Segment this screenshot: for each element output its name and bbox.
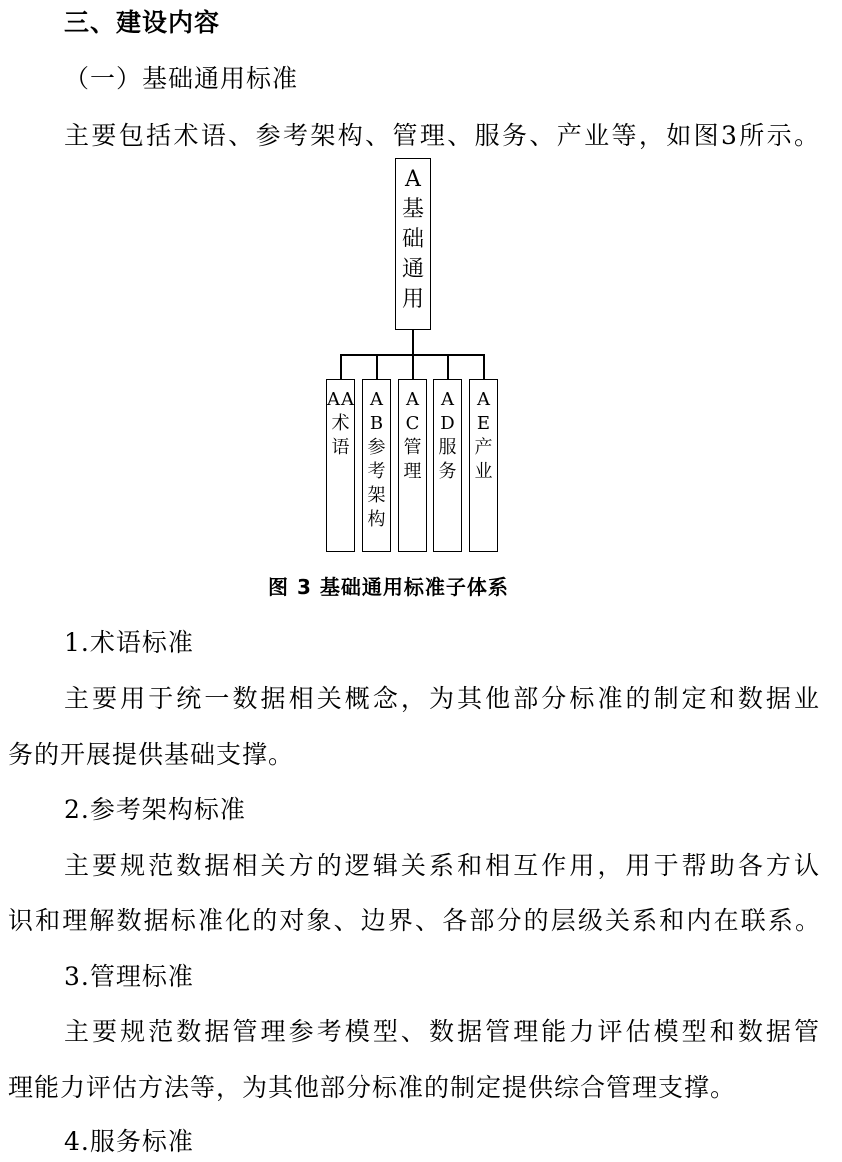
connector-root-down [412, 330, 414, 354]
paragraph-line: 主要规范数据相关方的逻辑关系和相互作用，用于帮助各方认 [64, 851, 820, 880]
root-label-char: 础 [401, 227, 424, 252]
root-node-a [395, 158, 431, 330]
child-letter: A [341, 389, 354, 410]
paragraph-line: 务的开展提供基础支撑。 [8, 740, 295, 769]
child-label-char: 服 [438, 437, 457, 458]
paragraph-line: 主要规范数据管理参考模型、数据管理能力评估模型和数据管 [64, 1017, 820, 1046]
item-heading: 3.管理标准 [64, 962, 194, 991]
child-node-ad [433, 379, 462, 552]
paragraph-line: 识和理解数据标准化的对象、边界、各部分的层级关系和内在联系。 [8, 906, 820, 935]
child-label-char: 管 [403, 437, 422, 458]
child-letter: E [476, 413, 491, 434]
child-label-char: 构 [367, 509, 386, 530]
child-label-char: 业 [474, 461, 493, 482]
paragraph-line: 理能力评估方法等，为其他部分标准的制定提供综合管理支撑。 [8, 1073, 737, 1102]
root-code: A [405, 167, 421, 192]
subsection-heading: （一）基础通用标准 [64, 64, 299, 93]
child-label-char: 务 [438, 461, 457, 482]
child-label-char: 语 [331, 437, 350, 458]
child-letter: A [327, 389, 340, 410]
figure-caption: 图 3 基础通用标准子体系 [268, 575, 509, 599]
child-letter: A [441, 389, 454, 410]
child-label-char: 理 [403, 461, 422, 482]
connector-child-aa [340, 354, 342, 379]
connector-child-ad [447, 354, 449, 379]
child-node-ab [362, 379, 391, 552]
child-label-char: 产 [474, 437, 493, 458]
connector-child-ae [483, 354, 485, 379]
child-letter: C [405, 413, 420, 434]
connector-child-ac [412, 354, 414, 379]
child-label-char: 术 [331, 413, 350, 434]
child-label-char: 架 [367, 485, 386, 506]
child-node-ae [469, 379, 498, 552]
intro-paragraph: 主要包括术语、参考架构、管理、服务、产业等，如图3所示。 [64, 121, 820, 150]
child-letter: D [440, 413, 455, 434]
item-heading: 2.参考架构标准 [64, 795, 246, 824]
child-node-ac [398, 379, 427, 552]
child-node-aa [326, 379, 355, 552]
root-label-char: 通 [401, 257, 424, 282]
connector-child-ab [376, 354, 378, 379]
section-heading: 三、建设内容 [64, 8, 221, 37]
item-heading: 4.服务标准 [64, 1127, 194, 1156]
child-label-char: 考 [367, 461, 386, 482]
item-heading: 1.术语标准 [64, 628, 194, 657]
root-label-char: 用 [401, 287, 424, 312]
child-letter: A [370, 389, 383, 410]
child-letter: B [369, 413, 384, 434]
child-letter: A [406, 389, 419, 410]
child-letter: A [477, 389, 490, 410]
root-label-char: 基 [401, 197, 424, 222]
paragraph-line: 主要用于统一数据相关概念，为其他部分标准的制定和数据业 [64, 684, 820, 713]
child-label-char: 参 [367, 437, 386, 458]
